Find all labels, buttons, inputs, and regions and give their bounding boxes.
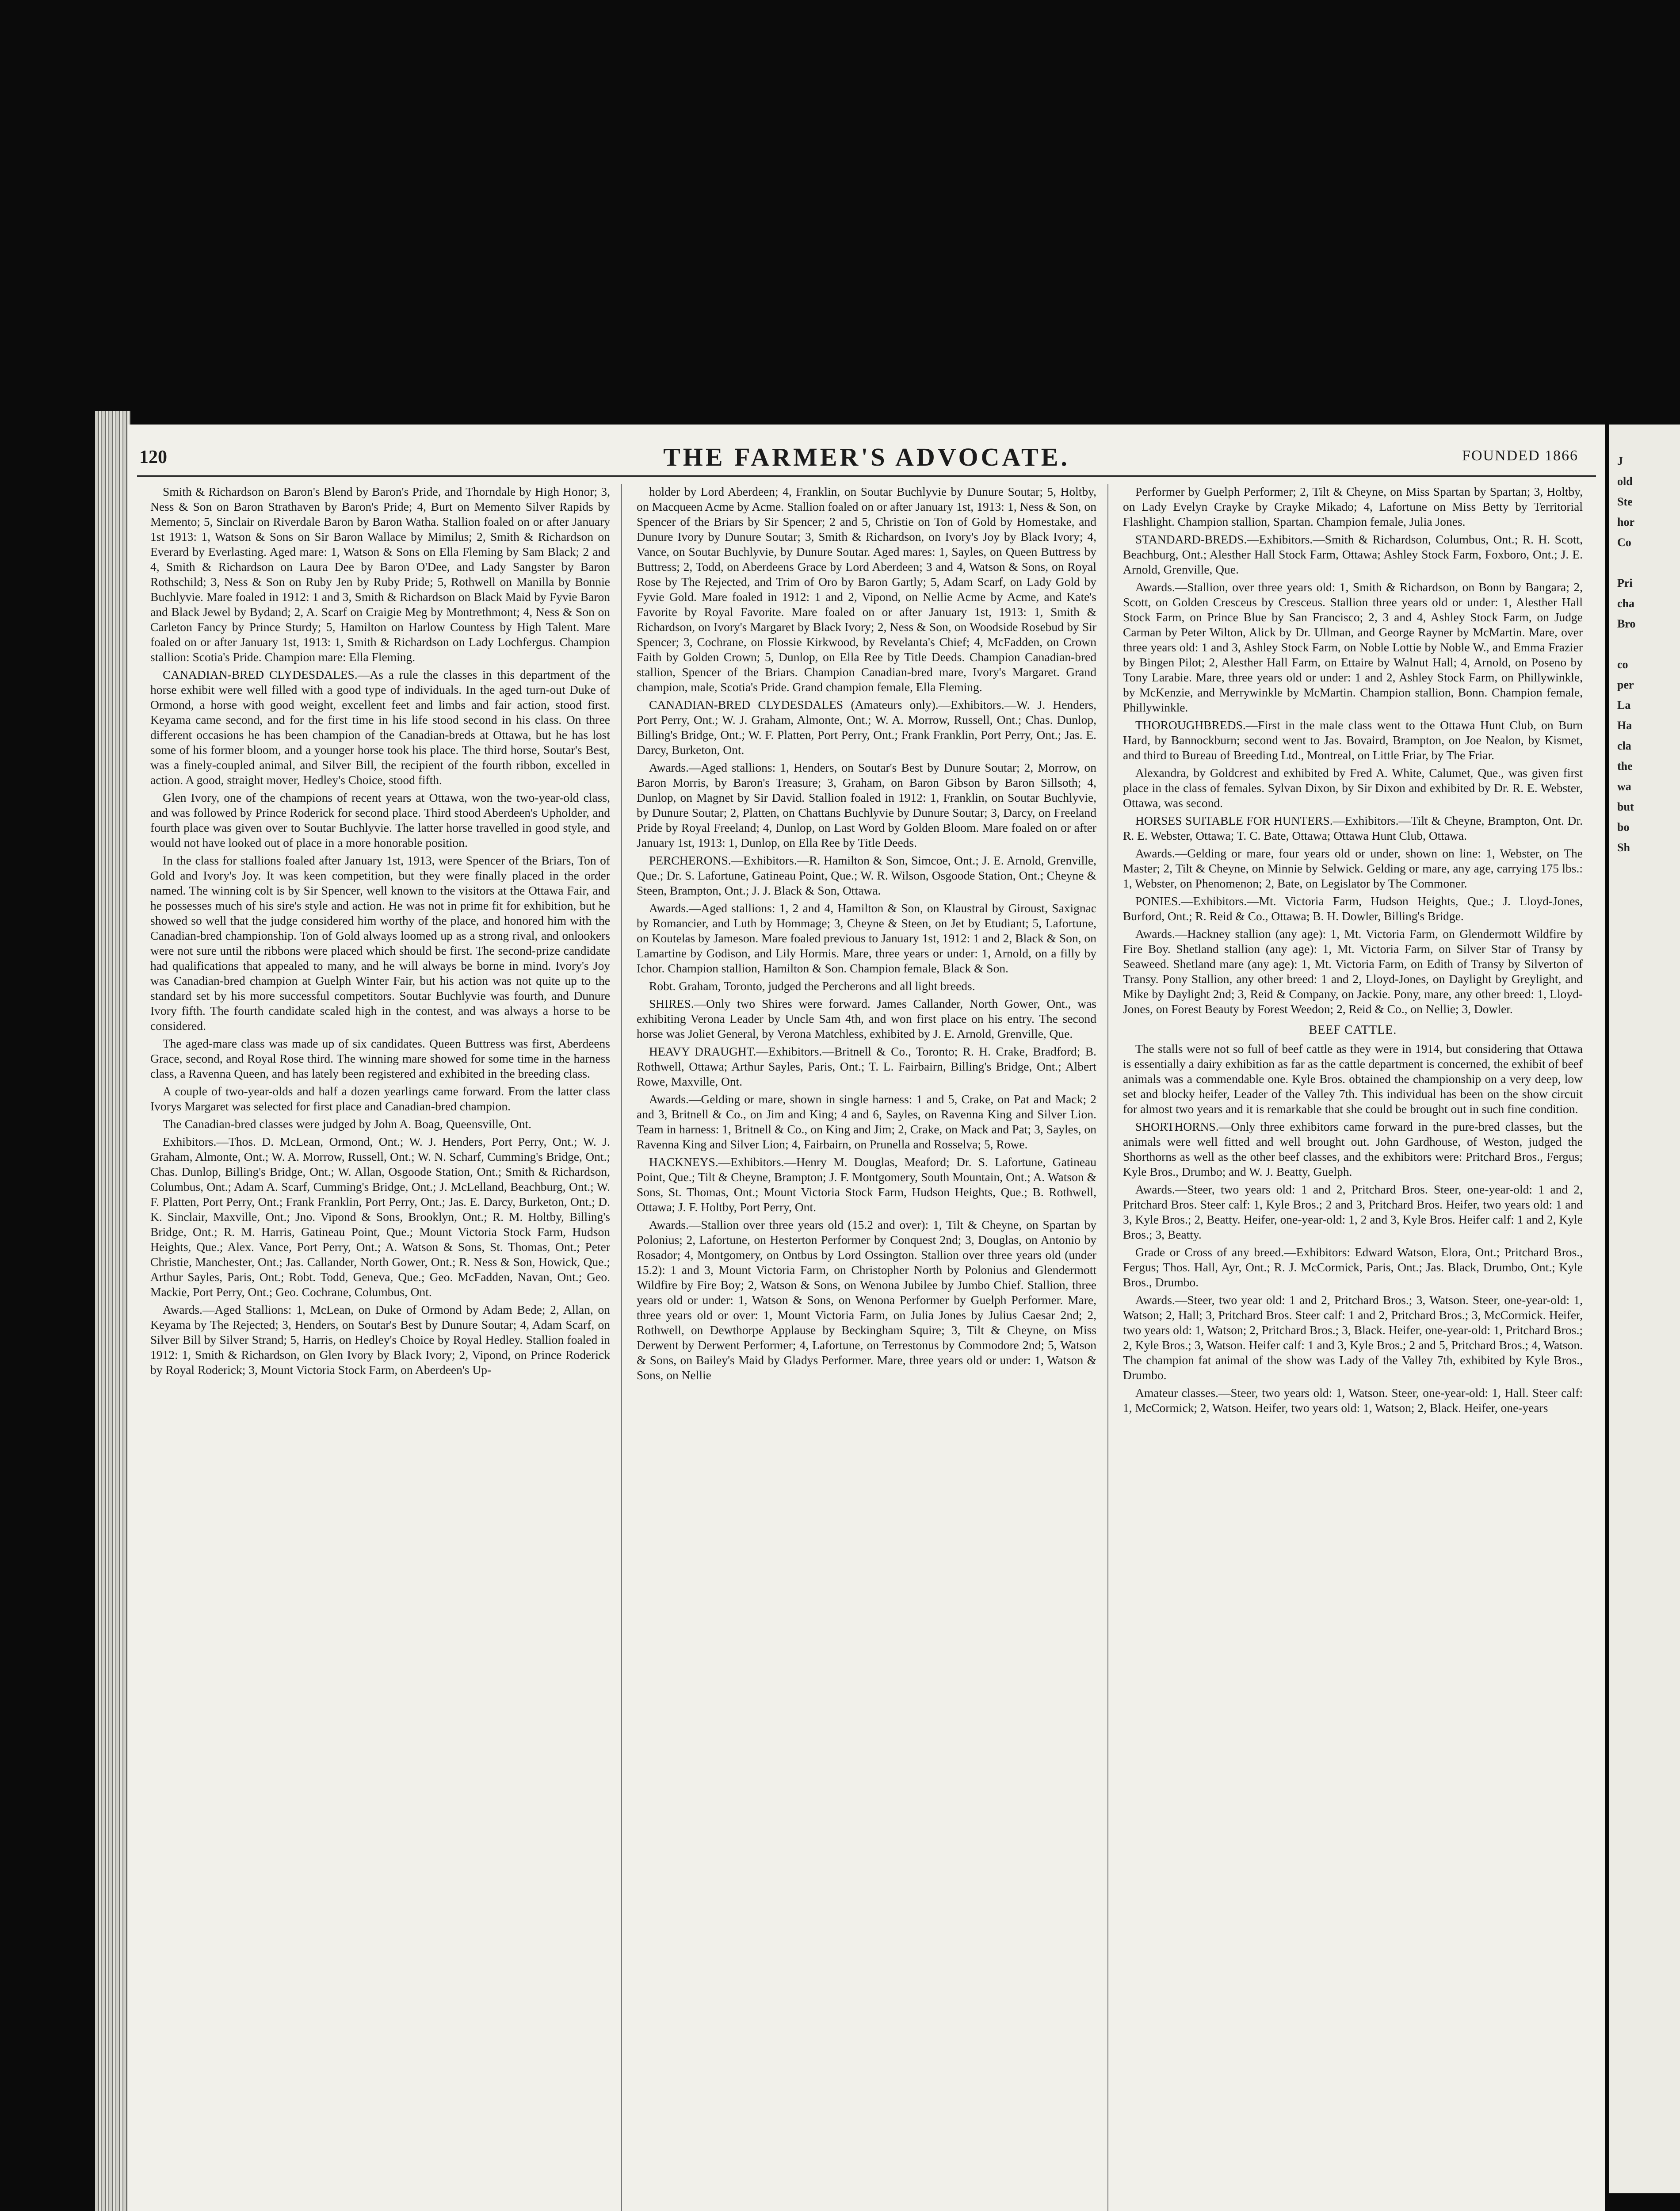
paragraph: HEAVY DRAUGHT.—Exhibitors.—Britnell & Co., Toronto; R. H. Crake, Bradford; B. Rothwell, Ottawa; Arthur Sayles, Paris, Ont.; T. L. Fairbairn, Billing's Bridge, Ont.; Albert Rowe, Maxville, Ont. xyxy=(637,1044,1096,1088)
paragraph: Performer by Guelph Performer; 2, Tilt & Cheyne, on Miss Spartan by Spartan; 3, Holtby, on Lady Evelyn Crayke by Crayke Mikado; 4, Lafortune on Miss Betty by Territorial Flashlight. Champion stallion, Spartan. Champion female, Julia Jones. xyxy=(1123,485,1583,528)
paragraph: PONIES.—Exhibitors.—Mt. Victoria Farm, Hudson Heights, Que.; J. Lloyd-Jones, Burford, Ont.; R. Reid & Co., Ottawa; B. H. Dowler, Billing's Bridge. xyxy=(1123,894,1583,923)
paragraph: Amateur classes.—Steer, two years old: 1, Watson. Steer, one-year-old: 1, Hall. Steer calf: 1, McCormick; 2, Watson. Heifer, two years old: 1, Watson; 2, Black. Heifer, one-years xyxy=(1123,1386,1583,1415)
page-number: 120 xyxy=(139,447,167,467)
paragraph: Awards.—Aged stallions: 1, Henders, on Soutar's Best by Dunure Soutar; 2, Morrow, on Baron Morris, by Baron's Treasure; 3, Graham, on Baron Gibson by Baron Sillsoth; 4, Dunlop, on Magnet by Sir David. Stallion foaled in 1912: 1, Franklin, on Soutar Buchlyvie, by Dunure Soutar; 2, Platten, on Chattans Buchlyvie by Dunure Soutar; 3, Darcy, on Freeland Pride by Royal Freeland; 4, Dunlop, on Last Word by Golden Bloom. Mare foaled on or after January 1st, 1913: 1, Dunlop, on Ella Ree by Title Deeds. xyxy=(637,761,1096,849)
newspaper-page xyxy=(128,425,1605,2211)
section-heading: BEEF CATTLE. xyxy=(1309,1023,1397,1037)
paragraph: Awards.—Aged Stallions: 1, McLean, on Duke of Ormond by Adam Bede; 2, Allan, on Keyama by The Rejected; 3, Henders, on Soutar's Best by Dunure Soutar; 4, Adam Scarf, on Silver Bill by Silver Strand; 5, Harris, on Hedley's Choice by Royal Hedley. Stallion foaled in 1912: 1, Smith & Richardson, on Glen Ivory by Black Ivory; 2, Vipond, on Prince Roderick by Royal Roderick; 3, Mount Victoria Stock Farm, on Aberdeen's Up- xyxy=(150,1303,610,1377)
founded-line: FOUNDED 1866 xyxy=(1462,448,1578,464)
paragraph: Smith & Richardson on Baron's Blend by Baron's Pride, and Thorndale by High Honor; 3, Ness & Son on Baron Strathaven by Baron's Pride; 4, Burt on Memento Silver Rapids by Memento; 5, Sinclair on Riverdale Baron by Baron Watha. Stallion foaled on or after January 1st 1913: 1, Watson & Sons on Sir Baron Wallace by Mimilus; 2, Smith & Richardson on Everard by Everlasting. Aged mare: 1, Watson & Sons on Ella Fleming by Sam Black; 2 and 4, Smith & Richardson on Laura Dee by Baron O'Dee, and Lady Sangster by Baron Rothschild; 3, Ness & Son on Ruby Jen by Ruby Pride; 5, Rothwell on Manilla by Bonnie Buchlyvie. Mare foaled in 1912: 1 and 3, Smith & Richardson on Black Maid by Fyvie Baron and Black Jewel by Bydand; 2, A. Scarf on Craigie Meg by Montrethmont; 4, Ness & Son on Carleton Fancy by Prince Sturdy; 5, Hamilton on Harlow Countess by High Talent. Mare foaled on or after January 1st, 1913: 1, Smith & Richardson on Lady Lochfergus. Champion stallion: Scotia's Pride. Champion mare: Ella Fleming. xyxy=(150,485,610,664)
paragraph: Robt. Graham, Toronto, judged the Percherons and all light breeds. xyxy=(649,979,975,993)
paragraph: Awards.—Gelding or mare, four years old or under, shown on line: 1, Webster, on The Master; 2, Tilt & Cheyne, on Minnie by Selwick. Gelding or mare, any age, carrying 175 lbs.: 1, Webster, on Phenomenon; 2, Bate, on Legislator by The Commoner. xyxy=(1123,846,1583,890)
paragraph: Glen Ivory, one of the champions of recent years at Ottawa, won the two-year-old class, and was followed by Prince Roderick for second place. Third stood Aberdeen's Upholder, and fourth place was given over to Soutar Buchlyvie. The latter horse travelled in good style, and would not have looked out of place in a more honorable position. xyxy=(150,791,610,849)
page-edges xyxy=(95,411,130,2211)
paragraph: Awards.—Steer, two year old: 1 and 2, Pritchard Bros.; 3, Watson. Steer, one-year-old: 1, Watson; 2, Hall; 3, Pritchard Bros. Steer calf: 1 and 2, Pritchard Bros.; 3, McCormick. Heifer, two years old: 1, Watson; 2, Pritchard Bros.; 3, Black. Heifer, one-year-old: 1, Pritchard Bros.; 2, Kyle Bros.; 3, Watson. Heifer calf: 1 and 3, Kyle Bros.; 2 and 5, Pritchard Bros.; 4, Watson. The champion fat animal of the show was Lady of the Valley 7th, exhibited by Kyle Bros., Drumbo. xyxy=(1123,1293,1583,1382)
adjacent-page-text: J old Ste hor Co Pri cha Bro co per La Ha cla the wa but bo Sh xyxy=(1617,455,1636,854)
paragraph: holder by Lord Aberdeen; 4, Franklin, on Soutar Buchlyvie by Dunure Soutar; 5, Holtby, on Macqueen Acme by Acme. Stallion foaled on or after January 1st, 1913: 1, Ness & Son, on Spencer of the Briars by Sir Spencer; 2 and 5, Christie on Ton of Gold by Homestake, and Dunure Ivory by Dunure Soutar; 3, Smith & Richardson, on Ivory's Joy by Black Ivory; 4, Vance, on Soutar Buchlyvie, by Dunure Soutar. Aged mares: 1, Sayles, on Queen Buttress by Buttress; 2, Todd, on Aberdeens Grace by Lord Aberdeen; 3 and 4, Watson & Sons, on Royal Rose by The Rejected, and Trim of Oro by Baron Gartly; 5, Adam Scarf, on Lady Gold by Fyvie Gold. Mare foaled in 1912: 1 and 2, Vipond, on Nellie Acme by Acme, and Kate's Favorite by Royal Favorite. Mare foaled on or after January 1st, 1913: 1, Smith & Richardson, on Ivory's Margaret by Black Ivory; 2, Ness & Son, on Woodside Rosebud by Sir Spencer; 3, Cochrane, on Flossie Kirkwood, by Revelanta's Chief; 4, McFadden, on Crown Faith by Golden Crown; 5, Dunlop, on Ella Ree by Title Deeds. Champion Canadian-bred stallion, Spencer of the Briars. Champion Canadian-bred mare, Ivory's Margaret. Grand champion, male, Scotia's Pride. Grand champion female, Ella Fleming. xyxy=(637,485,1096,694)
paragraph: Grade or Cross of any breed.—Exhibitors: Edward Watson, Elora, Ont.; Pritchard Bros., Fergus; Thos. Hall, Ayr, Ont.; R. J. McCormick, Paris, Ont.; Jas. Black, Drumbo, Ont.; Kyle Bros., Drumbo. xyxy=(1123,1245,1583,1289)
paragraph: PERCHERONS.—Exhibitors.—R. Hamilton & Son, Simcoe, Ont.; J. E. Arnold, Grenville, Que.; Dr. S. Lafortune, Gatineau Point, Que.; W. R. Wilson, Osgoode Station, Ont.; Cheyne & Steen, Brampton, Ont.; J. J. Black & Son, Ottawa. xyxy=(637,853,1096,897)
paragraph: Alexandra, by Goldcrest and exhibited by Fred A. White, Calumet, Que., was given first place in the class of females. Sylvan Dixon, by Sir Dixon and exhibited by Dr. R. E. Webster, Ottawa, was second. xyxy=(1123,766,1583,810)
paragraph: Awards.—Aged stallions: 1, 2 and 4, Hamilton & Son, on Klaustral by Giroust, Saxignac by Romancier, and Luth by Hommage; 3, Cheyne & Steen, on Jet by Etudiant; 5, Lafortune, on Koutelas by Jameson. Mare foaled previous to January 1st, 1912: 1 and 2, Black & Son, on Lamartine by Godison, and Lily Hormis. Mare, three years or under: 1, Arnold, on a filly by Ichor. Champion stallion, Hamilton & Son. Champion female, Black & Son. xyxy=(637,901,1096,975)
paragraph: STANDARD-BREDS.—Exhibitors.—Smith & Richardson, Columbus, Ont.; R. H. Scott, Beachburg, Ont.; Alesther Hall Stock Farm, Ottawa; Ashley Stock Farm, Foxboro, Ont.; J. E. Arnold, Grenville, Que. xyxy=(1123,532,1583,576)
column-3 xyxy=(1123,484,1583,2211)
paragraph: The stalls were not so full of beef cattle as they were in 1914, but considering that Ottawa is essentially a dairy exhibition as far as the cattle department is concerned, the exhibit of beef animals was a commendable one. Kyle Bros. obtained the championship on a very deep, low set and blocky heifer, Leader of the Valley 7th. This individual has been on the show circuit for almost two years and it is remarkable that she could be brought out in such fine condition. xyxy=(1123,1042,1583,1116)
paragraph: Awards.—Stallion, over three years old: 1, Smith & Richardson, on Bonn by Bangara; 2, Scott, on Golden Cresceus by Cresceus. Stallion three years old or under: 1, Alesther Hall Stock Farm, on Prince Blue by San Francisco; 2, 3 and 4, Ashley Stock Farm, on Judge Carman by Peter Wilton, Alick by Dr. Ullman, and George Rayner by McMartin. Mare, over three years old: 1 and 3, Ashley Stock Farm, on Noble Lottie by Noble W., and Emma Frazier by Bingen Pilot; 2, Alesther Hall Farm, on Ettaire by Walnut Hall; 4, Arnold, on Poseno by Tony Larabie. Mare, three years old or under: 1 and 2, Ashley Stock Farm, on Phillywinkle, by McKenzie, and Merrywinkle by McMartin. Champion stallion, Bonn. Champion female, Phillywinkle. xyxy=(1123,580,1583,714)
column-divider xyxy=(621,484,622,2211)
paragraph: CANADIAN-BRED CLYDESDALES.—As a rule the classes in this department of the horse exhibit were well filled with a good type of individuals. In the aged turn-out Duke of Ormond, a horse with good weight, excellent feet and limbs and fair action, stood first. Keyama came second, and for the first time in his life stood second in his class. On three different occasions he has been champion of the Canadian-breds at Ottawa, but he has lost some of his former bloom, and a younger horse took his place. The third horse, Soutar's Best, was a finely-coupled animal, and Silver Bill, the recipient of the fourth ribbon, excelled in action. A good, straight mover, Hedley's Choice, stood fifth. xyxy=(150,668,610,787)
paragraph: In the class for stallions foaled after January 1st, 1913, were Spencer of the Briars, Ton of Gold and Ivory's Joy. It was keen competition, but they were finally placed in the order named. The winning colt is by Sir Spencer, well known to the visitors at the Ottawa Fair, and he possesses much of his sire's style and action. He was not in prime fit for exhibition, but he showed so well that the judge considered him worthy of the place, and honored him with the Canadian-bred championship. Ton of Gold always loomed up as a strong rival, and onlookers were not sure until the ribbons were placed which should be first. The second-prize candidate had qualifications that appealed to many, and he will always be borne in mind. Ivory's Joy was Canadian-bred champion at Guelph Winter Fair, but his action was not quite up to the standard set by his more successful competitors. Soutar Buchlyvie was fourth, and Dunure Ivory fifth. The fourth candidate scaled high in the contest, and was always a horse to be considered. xyxy=(150,853,610,1033)
paragraph: The Canadian-bred classes were judged by John A. Boag, Queensville, Ont. xyxy=(163,1117,531,1131)
paragraph: Awards.—Steer, two years old: 1 and 2, Pritchard Bros. Steer, one-year-old: 1 and 2, Pritchard Bros. Steer calf: 1, Kyle Bros.; 2 and 3, Pritchard Bros. Heifer, two years old: 1 and 3, Kyle Bros.; 2, Beatty. Heifer, one-year-old: 1, 2 and 3, Kyle Bros. Heifer calf: 1 and 2, Kyle Bros.; 3, Beatty. xyxy=(1123,1182,1583,1241)
column-1 xyxy=(150,484,610,2211)
paragraph: Awards.—Stallion over three years old (15.2 and over): 1, Tilt & Cheyne, on Spartan by Polonius; 2, Lafortune, on Hesterton Performer by Conquest 2nd; 3, Douglas, on Antonio by Rosador; 4, Montgomery, on Ontbus by Lord Ossington. Stallion over three years old (under 15.2): 1 and 3, Mount Victoria Farm, on Christopher North by Polonius and Glendermott Wildfire by Fire Boy; 2, Watson & Sons, on Wenona Jubilee by Jumbo Chief. Stallion, three years old or under: 1, Watson & Sons, on Wenona Performer by Guelph Performer. Mare, three years old or over: 1, Mount Victoria Farm, on Julia Jones by Julius Caesar 2nd; 2, Rothwell, on Dewthorpe Applause by Beckingham Squire; 3, Tilt & Cheyne, on Miss Derwent by Derwent Performer; 4, Lafortune, on Terrestonus by Commodore 2nd; 5, Watson & Sons, on Bailey's Maid by Gladys Performer. Mare, three years old or under: 1, Watson & Sons, on Nellie xyxy=(637,1218,1096,1382)
masthead-title: THE FARMER'S ADVOCATE. xyxy=(663,443,1070,471)
header-rule xyxy=(137,475,1596,477)
paragraph: The aged-mare class was made up of six candidates. Queen Buttress was first, Aberdeens Grace, second, and Royal Rose third. The winning mare showed for some time in the harness class, a Ravenna Queen, and has lately been registered and exhibited in the breeding class. xyxy=(150,1037,610,1080)
column-divider xyxy=(1107,484,1108,2211)
paragraph: SHIRES.—Only two Shires were forward. James Callander, North Gower, Ont., was exhibiting Verona Leader by Uncle Sam 4th, and won first place on his entry. The second horse was Joliet General, by Verona Matchless, exhibited by J. E. Arnold, Grenville, Que. xyxy=(637,997,1096,1040)
page-header xyxy=(128,442,1605,473)
paragraph: THOROUGHBREDS.—First in the male class went to the Ottawa Hunt Club, on Burn Hard, by Bannockburn; second went to Jas. Bovaird, Brampton, on Joe Nealon, by Kismet, and third to Bureau of Breeding Ltd., Montreal, on Little Friar, by The Friar. xyxy=(1123,718,1583,762)
article-columns xyxy=(146,484,1587,2211)
paragraph: HACKNEYS.—Exhibitors.—Henry M. Douglas, Meaford; Dr. S. Lafortune, Gatineau Point, Que.; Tilt & Cheyne, Brampton; J. F. Montgomery, South Mountain, Ont.; A. Watson & Sons, St. Thomas, Ont.; Mount Victoria Stock Farm, Hudson Heights, Que.; B. Rothwell, Ottawa; J. F. Holtby, Port Perry, Ont. xyxy=(637,1155,1096,1214)
column-2 xyxy=(637,484,1096,2211)
paragraph: A couple of two-year-olds and half a dozen yearlings came forward. From the latter class Ivorys Margaret was selected for first place and Canadian-bred champion. xyxy=(150,1084,610,1113)
paragraph: SHORTHORNS.—Only three exhibitors came forward in the pure-bred classes, but the animals were well fitted and well brought out. John Gardhouse, of Weston, judged the Shorthorns as well as the other beef classes, and the exhibitors were: Pritchard Bros., Fergus; Kyle Bros., Drumbo; and W. J. Beatty, Guelph. xyxy=(1123,1120,1583,1178)
paragraph: HORSES SUITABLE FOR HUNTERS.—Exhibitors.—Tilt & Cheyne, Brampton, Ont. Dr. R. E. Webster, Ottawa; T. C. Bate, Ottawa; Ottawa Hunt Club, Ottawa. xyxy=(1123,814,1583,842)
paragraph: Exhibitors.—Thos. D. McLean, Ormond, Ont.; W. J. Henders, Port Perry, Ont.; W. J. Graham, Almonte, Ont.; W. A. Morrow, Russell, Ont.; W. N. Scharf, Cumming's Bridge, Ont.; Chas. Dunlop, Billing's Bridge, Ont.; W. Allan, Osgoode Station, Ont.; Smith & Richardson, Columbus, Ont.; Adam A. Scarf, Cumming's Bridge, Ont.; J. McLelland, Beachburg, Ont.; W. F. Platten, Port Perry, Ont.; Frank Franklin, Port Perry, Ont.; Jas. E. Darcy, Burketon, Ont.; D. K. Sinclair, Maxville, Ont.; Jno. Vipond & Sons, Brooklyn, Ont.; R. M. Holtby, Billing's Bridge, Ont.; R. M. Harris, Gatineau Point, Que.; Mount Victoria Stock Farm, Hudson Heights, Que.; Alex. Vance, Port Perry, Ont.; A. Watson & Sons, St. Thomas, Ont.; Peter Christie, Manchester, Ont.; Jas. Callander, North Gower, Ont.; R. Ness & Son, Howick, Que.; Arthur Sayles, Paris, Ont.; Robt. Todd, Geneva, Que.; Geo. McFadden, Navan, Ont.; Geo. Mackie, Port Perry, Ont.; Geo. Cochrane, Columbus, Ont. xyxy=(150,1135,610,1299)
paragraph: Awards.—Gelding or mare, shown in single harness: 1 and 5, Crake, on Pat and Mack; 2 and 3, Britnell & Co., on Jim and King; 4 and 6, Sayles, on Ravenna King and Silver Lion. Team in harness: 1, Britnell & Co., on King and Jim; 2, Crake, on Mack and Pat; 3, Sayles, on Ravenna King and Silver Lion; 4, Fairbairn, on Prunella and Rosselva; 5, Rowe. xyxy=(637,1092,1096,1151)
paragraph: CANADIAN-BRED CLYDESDALES (Amateurs only).—Exhibitors.—W. J. Henders, Port Perry, Ont.; W. J. Graham, Almonte, Ont.; W. A. Morrow, Russell, Ont.; Chas. Dunlop, Billing's Bridge, Ont.; W. F. Platten, Port Perry, Ont.; Frank Franklin, Port Perry, Ont.; Jas. E. Darcy, Burketon, Ont. xyxy=(637,698,1096,757)
adjacent-page-edge xyxy=(1609,425,1680,2193)
paragraph: Awards.—Hackney stallion (any age): 1, Mt. Victoria Farm, on Glendermott Wildfire by Fire Boy. Shetland stallion (any age): 1, Mt. Victoria Farm, on Silver Star of Transy by Seaweed. Shetland mare (any age): 1, Mt. Victoria Farm, on Edith of Transy by Silverton of Transy. Pony Stallion, any other breed: 1 and 2, Lloyd-Jones, on Daylight by Greylight, and Mike by Daylight 2nd; 3, Reid & Company, on Jackie. Pony, mare, any other breed: 1, Lloyd-Jones, on Forest Beauty by Forest Weedon; 2, Reid & Co., on Nellie; 3, Dowler. xyxy=(1123,927,1583,1016)
